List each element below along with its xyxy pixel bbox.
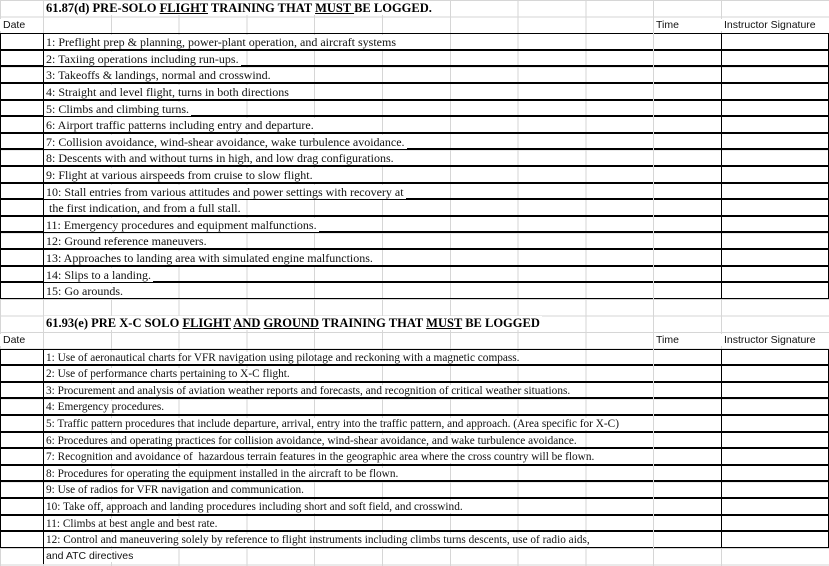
date-cell[interactable] bbox=[0, 249, 44, 266]
training-item-text: 11: Emergency procedures and equipment malfunctions. bbox=[46, 217, 317, 232]
title-segment: TRAINING THAT bbox=[319, 316, 427, 331]
instructor-signature-cell[interactable] bbox=[721, 548, 829, 565]
time-header-label: Time bbox=[653, 19, 681, 31]
instructor-signature-cell[interactable] bbox=[721, 83, 829, 100]
section-title-row bbox=[0, 0, 829, 17]
instructor-signature-cell[interactable] bbox=[721, 415, 829, 432]
training-item bbox=[43, 349, 654, 366]
training-item-text: 3: Takeoffs & landings, normal and crosswind. bbox=[46, 68, 271, 83]
instructor-signature-cell[interactable] bbox=[721, 149, 829, 166]
date-cell[interactable] bbox=[0, 432, 44, 449]
time-cell[interactable] bbox=[653, 249, 722, 266]
training-item-row bbox=[0, 149, 829, 166]
time-cell[interactable] bbox=[653, 100, 722, 117]
time-cell[interactable] bbox=[653, 133, 722, 150]
instructor-signature-cell[interactable] bbox=[721, 66, 829, 83]
training-item-row bbox=[0, 548, 829, 565]
section-title-row bbox=[0, 315, 829, 332]
training-item-text: 9: Use of radios for VFR navigation and communication. bbox=[46, 484, 305, 497]
instructor-signature-cell[interactable] bbox=[721, 515, 829, 532]
instructor-signature-cell[interactable] bbox=[721, 498, 829, 515]
instructor-signature-cell[interactable] bbox=[721, 266, 829, 283]
date-cell[interactable] bbox=[0, 66, 44, 83]
training-item bbox=[43, 515, 654, 532]
date-cell[interactable] bbox=[0, 183, 44, 200]
training-item-text: 7: Collision avoidance, wind-shear avoidance, wake turbulence avoidance. bbox=[46, 134, 405, 149]
training-item-text: 7: Recognition and avoidance of hazardous terrain features in the geographic area where the cross country will be flown. bbox=[46, 451, 595, 464]
title-segment: 61.93(e) PRE X-C SOLO bbox=[46, 316, 183, 331]
training-item bbox=[43, 548, 654, 565]
time-cell[interactable] bbox=[653, 199, 722, 216]
training-item-row bbox=[0, 282, 829, 299]
training-item-row bbox=[0, 199, 829, 216]
date-cell[interactable] bbox=[0, 481, 44, 498]
instructor-signature-header bbox=[721, 332, 829, 349]
instructor-signature-cell[interactable] bbox=[721, 249, 829, 266]
training-item bbox=[43, 432, 654, 449]
instructor-signature-header bbox=[721, 17, 829, 34]
training-item bbox=[43, 216, 654, 233]
section-title-text bbox=[44, 316, 542, 330]
training-item-row bbox=[0, 266, 829, 283]
date-cell[interactable] bbox=[0, 382, 44, 399]
instructor-signature-header-label: Instructor Signature bbox=[721, 334, 818, 346]
training-item-text: 1: Use of aeronautical charts for VFR navigation using pilotage and reckoning with a magnetic compass. bbox=[46, 351, 520, 364]
training-item bbox=[43, 149, 654, 166]
training-item-text: 15: Go arounds. bbox=[46, 284, 123, 299]
training-item-row bbox=[0, 531, 829, 548]
training-item-text: 8: Descents with and without turns in high, and low drag configurations. bbox=[46, 151, 394, 166]
time-cell[interactable] bbox=[653, 365, 722, 382]
date-cell[interactable] bbox=[0, 100, 44, 117]
training-item-text: 10: Stall entries from various attitudes and power settings with recovery at bbox=[46, 184, 404, 199]
time-cell[interactable] bbox=[653, 33, 722, 50]
title-segment: FLIGHT bbox=[182, 316, 231, 331]
training-item bbox=[43, 199, 654, 216]
training-item-text: 14: Slips to a landing. bbox=[46, 267, 151, 282]
training-item bbox=[43, 116, 654, 133]
instructor-signature-cell[interactable] bbox=[721, 531, 829, 548]
date-cell[interactable] bbox=[0, 33, 44, 50]
training-item-row bbox=[0, 481, 829, 498]
training-item-row bbox=[0, 83, 829, 100]
date-cell[interactable] bbox=[0, 415, 44, 432]
header-row bbox=[0, 17, 829, 34]
date-header-label: Date bbox=[0, 334, 27, 346]
instructor-signature-cell[interactable] bbox=[721, 232, 829, 249]
time-cell[interactable] bbox=[653, 448, 722, 465]
time-header bbox=[653, 17, 722, 34]
training-item-row bbox=[0, 66, 829, 83]
training-item bbox=[43, 531, 654, 548]
title-segment: MUST bbox=[426, 316, 463, 331]
instructor-signature-cell[interactable] bbox=[721, 432, 829, 449]
time-cell[interactable] bbox=[653, 498, 722, 515]
training-item bbox=[43, 50, 654, 67]
training-item-text: 1: Preflight prep & planning, power-plant operation, and aircraft systems bbox=[46, 35, 396, 50]
training-item-text: 2: Use of performance charts pertaining to X-C flight. bbox=[46, 368, 290, 381]
training-item bbox=[43, 232, 654, 249]
time-cell[interactable] bbox=[653, 83, 722, 100]
time-cell[interactable] bbox=[653, 66, 722, 83]
time-cell[interactable] bbox=[653, 432, 722, 449]
time-cell[interactable] bbox=[653, 216, 722, 233]
training-item bbox=[43, 266, 654, 283]
date-cell[interactable] bbox=[0, 266, 44, 283]
date-cell[interactable] bbox=[0, 50, 44, 67]
instructor-signature-cell[interactable] bbox=[721, 382, 829, 399]
training-item bbox=[43, 498, 654, 515]
date-cell[interactable] bbox=[0, 282, 44, 299]
date-cell[interactable] bbox=[0, 548, 44, 565]
title-segment: 61.87(d) PRE-SOLO bbox=[46, 1, 160, 15]
training-item-text: 4: Straight and level flight, turns in both directions bbox=[46, 85, 289, 99]
training-item-row bbox=[0, 448, 829, 465]
training-item-row bbox=[0, 349, 829, 366]
training-item-text: the first indication, and from a full stall. bbox=[46, 201, 241, 216]
title-segment: BE LOGGED bbox=[462, 316, 540, 331]
training-item bbox=[43, 83, 654, 100]
time-cell[interactable] bbox=[653, 415, 722, 432]
date-cell[interactable] bbox=[0, 199, 44, 216]
training-item-row bbox=[0, 33, 829, 50]
training-item-text: 12: Control and maneuvering solely by reference to flight instruments including climbs turns descents, use of radio aids, bbox=[46, 534, 590, 547]
section-title bbox=[44, 0, 655, 17]
time-cell[interactable] bbox=[653, 515, 722, 532]
date-cell[interactable] bbox=[0, 465, 44, 482]
date-cell[interactable] bbox=[0, 448, 44, 465]
time-cell[interactable] bbox=[653, 531, 722, 548]
instructor-signature-cell[interactable] bbox=[721, 33, 829, 50]
training-item-text: 6: Procedures and operating practices for collision avoidance, wind-shear avoidance, and wake turbulence avoidance. bbox=[46, 434, 577, 447]
instructor-signature-cell[interactable] bbox=[721, 100, 829, 117]
training-item bbox=[43, 100, 654, 117]
training-item bbox=[43, 33, 654, 50]
training-item-text: 5: Climbs and climbing turns. bbox=[46, 101, 189, 116]
title-segment: TRAINING THAT bbox=[207, 1, 316, 15]
instructor-signature-header-label: Instructor Signature bbox=[721, 19, 818, 31]
instructor-signature-cell[interactable] bbox=[721, 398, 829, 415]
training-item-row bbox=[0, 398, 829, 415]
training-item-row bbox=[0, 216, 829, 233]
time-cell[interactable] bbox=[653, 382, 722, 399]
time-cell[interactable] bbox=[653, 349, 722, 366]
title-segment: FLIGHT bbox=[159, 1, 208, 15]
training-item-row bbox=[0, 166, 829, 183]
time-header-label: Time bbox=[653, 334, 681, 346]
instructor-signature-cell[interactable] bbox=[721, 216, 829, 233]
date-cell[interactable] bbox=[0, 133, 44, 150]
training-item-row bbox=[0, 100, 829, 117]
training-item-row bbox=[0, 465, 829, 482]
training-item-row bbox=[0, 133, 829, 150]
date-cell[interactable] bbox=[0, 398, 44, 415]
training-item bbox=[43, 133, 654, 150]
instructor-signature-cell[interactable] bbox=[721, 50, 829, 67]
training-item-row bbox=[0, 382, 829, 399]
header-row bbox=[0, 332, 829, 349]
training-item-text: 2: Taxiing operations including run-ups. bbox=[46, 51, 239, 66]
date-cell[interactable] bbox=[0, 515, 44, 532]
time-cell[interactable] bbox=[653, 232, 722, 249]
title-segment: AND bbox=[233, 316, 261, 331]
training-item-text: 4: Emergency procedures. bbox=[46, 401, 165, 414]
training-item-text: 3: Procurement and analysis of aviation weather reports and forecasts, and recognition of critical weather situations. bbox=[46, 384, 571, 397]
training-item bbox=[43, 365, 654, 382]
time-cell[interactable] bbox=[653, 481, 722, 498]
training-item-text: 13: Approaches to landing area with simulated engine malfunctions. bbox=[46, 251, 373, 265]
instructor-signature-cell[interactable] bbox=[721, 282, 829, 299]
training-item bbox=[43, 166, 654, 183]
training-item bbox=[43, 465, 654, 482]
training-item bbox=[43, 398, 654, 415]
time-cell[interactable] bbox=[653, 282, 722, 299]
training-item-row bbox=[0, 498, 829, 515]
training-item-text: 10: Take off, approach and landing procedures including short and soft field, and crosswind. bbox=[46, 501, 463, 513]
title-segment: GROUND bbox=[263, 316, 320, 331]
time-cell[interactable] bbox=[653, 465, 722, 482]
date-header bbox=[0, 332, 44, 349]
date-header bbox=[0, 17, 44, 34]
date-cell[interactable] bbox=[0, 531, 44, 548]
date-cell[interactable] bbox=[0, 365, 44, 382]
training-item-text: 8: Procedures for operating the equipment installed in the aircraft to be flown. bbox=[46, 467, 399, 480]
training-item-row bbox=[0, 50, 829, 67]
time-cell[interactable] bbox=[653, 548, 722, 565]
instructor-signature-cell[interactable] bbox=[721, 183, 829, 200]
time-cell[interactable] bbox=[653, 116, 722, 133]
date-cell[interactable] bbox=[0, 83, 44, 100]
date-header-label: Date bbox=[0, 19, 27, 31]
training-item-text: and ATC directives bbox=[46, 549, 134, 562]
training-item-row bbox=[0, 249, 829, 266]
training-item-text: 6: Airport traffic patterns including entry and departure. bbox=[46, 118, 314, 133]
date-cell[interactable] bbox=[0, 232, 44, 249]
date-cell[interactable] bbox=[0, 498, 44, 515]
training-item bbox=[43, 481, 654, 498]
training-item bbox=[43, 382, 654, 399]
time-header bbox=[653, 332, 722, 349]
training-item-text: 12: Ground reference maneuvers. bbox=[46, 234, 207, 249]
instructor-signature-cell[interactable] bbox=[721, 365, 829, 382]
training-item-text: 11: Climbs at best angle and best rate. bbox=[46, 517, 218, 530]
time-cell[interactable] bbox=[653, 266, 722, 283]
training-item-row bbox=[0, 183, 829, 200]
time-cell[interactable] bbox=[653, 166, 722, 183]
training-item bbox=[43, 66, 654, 83]
training-item-row bbox=[0, 365, 829, 382]
time-cell[interactable] bbox=[653, 50, 722, 67]
training-item bbox=[43, 183, 654, 200]
training-item bbox=[43, 249, 654, 266]
date-cell[interactable] bbox=[0, 166, 44, 183]
training-item-text: 9: Flight at various airspeeds from cruise to slow flight. bbox=[46, 168, 313, 182]
date-cell[interactable] bbox=[0, 149, 44, 166]
section-title bbox=[44, 315, 655, 332]
training-item-text: 5: Traffic pattern procedures that include departure, arrival, entry into the traffic pattern, and approach. (Area specific for X-C) bbox=[46, 418, 619, 430]
time-cell[interactable] bbox=[653, 183, 722, 200]
training-item bbox=[43, 448, 654, 465]
training-item-row bbox=[0, 432, 829, 449]
section-title-text bbox=[44, 1, 434, 15]
time-cell[interactable] bbox=[653, 398, 722, 415]
instructor-signature-cell[interactable] bbox=[721, 448, 829, 465]
instructor-signature-cell[interactable] bbox=[721, 199, 829, 216]
date-cell[interactable] bbox=[0, 349, 44, 366]
date-cell[interactable] bbox=[0, 116, 44, 133]
training-item bbox=[43, 282, 654, 299]
time-cell[interactable] bbox=[653, 149, 722, 166]
instructor-signature-cell[interactable] bbox=[721, 133, 829, 150]
training-item-row bbox=[0, 232, 829, 249]
training-item bbox=[43, 415, 654, 432]
title-segment: MUST bbox=[315, 1, 355, 15]
training-item-row bbox=[0, 515, 829, 532]
instructor-signature-cell[interactable] bbox=[721, 349, 829, 366]
training-item-row bbox=[0, 415, 829, 432]
instructor-signature-cell[interactable] bbox=[721, 166, 829, 183]
instructor-signature-cell[interactable] bbox=[721, 116, 829, 133]
instructor-signature-cell[interactable] bbox=[721, 465, 829, 482]
training-item-row bbox=[0, 116, 829, 133]
title-segment: BE LOGGED. bbox=[354, 1, 432, 15]
instructor-signature-cell[interactable] bbox=[721, 481, 829, 498]
date-cell[interactable] bbox=[0, 216, 44, 233]
